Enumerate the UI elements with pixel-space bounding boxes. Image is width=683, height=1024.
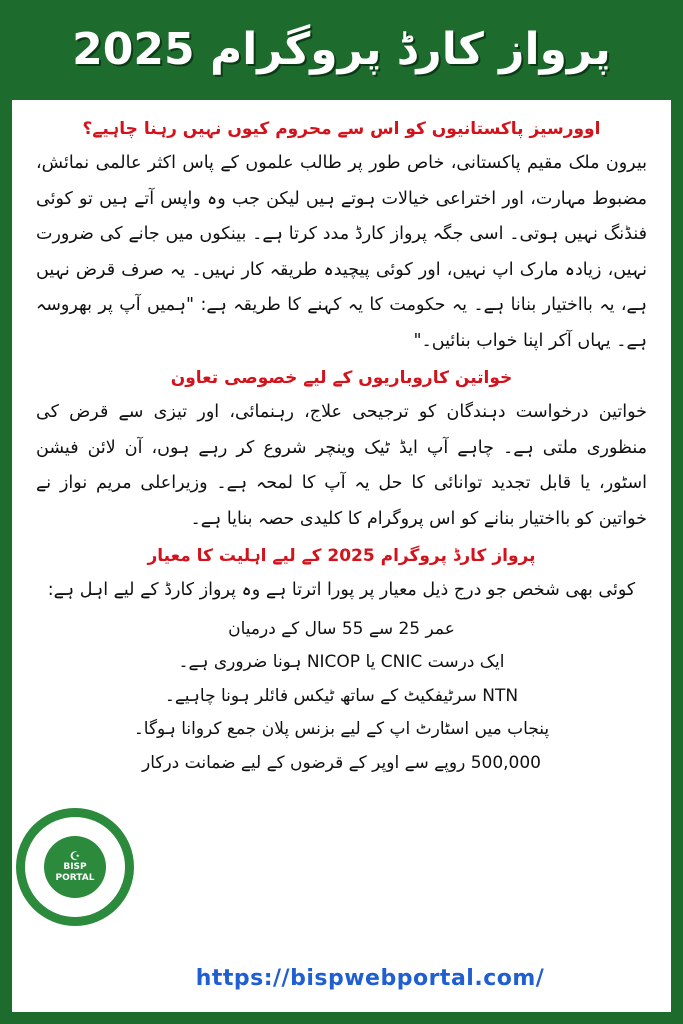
logo-line1: BISP (63, 862, 87, 872)
crescent-star-icon: ☪ (69, 849, 81, 863)
logo-inner (25, 817, 125, 917)
bisp-portal-logo (16, 800, 134, 926)
eligibility-list (36, 613, 647, 781)
eligibility-item-cnic: ایک درست CNIC یا NICOP ہونا ضروری ہے۔ (178, 652, 505, 672)
page-header (0, 0, 683, 98)
page-title: پرواز کارڈ پروگرام 2025 (72, 23, 611, 75)
section-heading-eligibility: پرواز کارڈ پروگرام 2025 کے لیے اہلیت کا معیار (147, 546, 536, 566)
eligibility-item-collateral: 500,000 روپے سے اوپر کے قرضوں کے لیے ضمانت درکار (141, 752, 542, 773)
section-body-women: خواتین درخواست دہندگان کو ترجیحی علاج، رہنمائی، اور تیزی سے قرض کی منظوری ملتی ہے۔ چاہے آپ ایڈ ٹیک وینچر شروع کر رہے ہوں، آن لائن فیشن اسٹور، یا قابل تجدید توانائی کا حل یہ آپ کا لمحہ ہے۔ وزیراعلی مریم نواز نے خواتین کو بااختیار بنانے کو اس پروگرام کا کلیدی حصہ بنایا ہے۔ (36, 402, 647, 529)
footer-url-link[interactable]: https://bispwebportal.com/ (195, 966, 545, 991)
logo-badge (44, 836, 106, 898)
section-heading-women: خواتین کاروباریوں کے لیے خصوصی تعاون (170, 368, 513, 388)
eligibility-item-age: عمر 25 سے 55 سال کے درمیان (228, 618, 455, 639)
eligibility-item-ntn: NTN سرٹیفکیٹ کے ساتھ ٹیکس فائلر ہونا چاہیے۔ (164, 685, 519, 706)
article-content (36, 114, 647, 780)
logo-ring-text: BISPWEBPORTAL (30, 800, 120, 811)
logo-line2: PORTAL (55, 873, 95, 883)
eligibility-item-business-plan: پنجاب میں اسٹارٹ اپ کے لیے بزنس پلان جمع کروانا ہوگا۔ (133, 719, 550, 739)
section-heading-overseas: اوورسیز پاکستانیوں کو اس سے محروم کیوں نہیں رہنا چاہیے؟ (82, 119, 601, 139)
section-body-overseas: بیرون ملک مقیم پاکستانی، خاص طور پر طالب علموں کے پاس اکثر عالمی نمائش، مضبوط مہارت، اور اختراعی خیالات ہوتے ہیں لیکن جب وہ واپس آتے ہیں تو کوئی فنڈنگ نہیں ہوتی۔ اسی جگہ پرواز کارڈ مدد کرتا ہے۔ بینکوں میں جانے کی ضرورت نہیں، زیادہ مارک اپ نہیں، اور کوئی پیچیدہ طریقہ کار نہیں۔ یہ صرف قرض نہیں ہے، یہ بااختیار بنانا ہے۔ یہ حکومت کا یہ کہنے کا طریقہ ہے: "ہمیں آپ پر بھروسہ ہے۔ یہاں آکر اپنا خواب بنائیں۔" (36, 153, 647, 351)
section-body-eligibility: کوئی بھی شخص جو درج ذیل معیار پر پورا اترتا ہے وہ پرواز کارڈ کے لیے اہل ہے: (47, 580, 636, 600)
